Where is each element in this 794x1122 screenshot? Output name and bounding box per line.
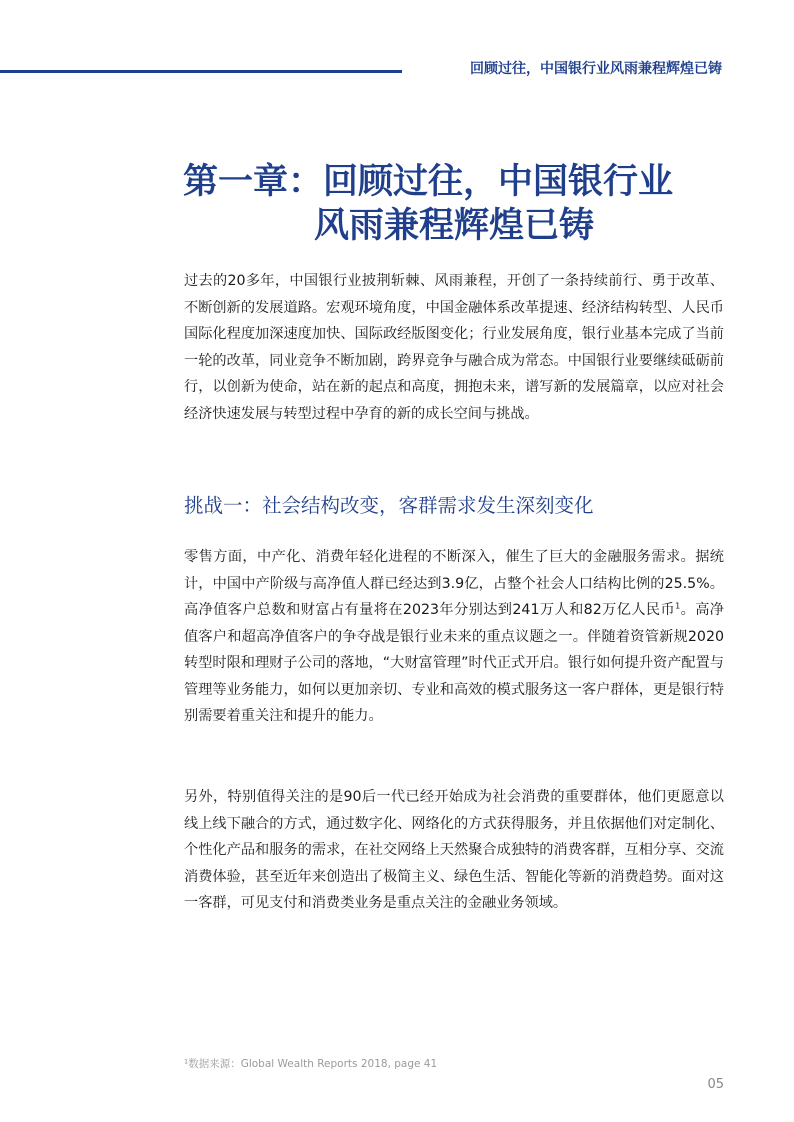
section-paragraph-1 [184, 544, 724, 730]
intro-paragraph: 过去的20多年，中国银行业披荆斩棘、风雨兼程，开创了一条持续前行、勇于改革、不断创新的发展道路。宏观环境角度，中国金融体系改革提速、经济结构转型、人民币国际化程度加深速度加快、国际政经版图变化；行业发展角度，银行业基本完成了当前一轮的改革，同业竞争不断加剧，跨界竞争与融合成为常态。中国银行业要继续砥砺前行，以创新为使命，站在新的起点和高度，拥抱未来，谱写新的发展篇章，以应对社会经济快速发展与转型过程中孕育的新的成长空间与挑战。 [184, 273, 724, 422]
chapter-title-line-2: 风雨兼程辉煌已铸 [314, 206, 595, 246]
header-rule [0, 70, 402, 73]
footnote: ¹数据来源：Global Wealth Reports 2018, page 41 [184, 1058, 438, 1070]
section-heading: 挑战一：社会结构改变，客群需求发生深刻变化 [184, 494, 594, 517]
page-number: 05 [707, 1077, 724, 1092]
running-header: 回顾过往，中国银行业风雨兼程辉煌已铸 [470, 61, 722, 77]
paragraph-1-text-before: 零售方面，中产化、消费年轻化进程的不断深入，催生了巨大的金融服务需求。据统计，中国中产阶级与高净值人群已经达到3.9亿，占整个社会人口结构比例的25.5%。高净值客户总数和财富占有量将在2023年分别达到241万人和82万亿人民币 [184, 549, 724, 618]
section-paragraph-2: 另外，特别值得关注的是90后一代已经开始成为社会消费的重要群体，他们更愿意以线上线下融合的方式，通过数字化、网络化的方式获得服务，并且依据他们对定制化、个性化产品和服务的需求，在社交网络上天然聚合成独特的消费客群，互相分享、交流消费体验，甚至近年来创造出了极简主义、绿色生活、智能化等新的消费趋势。面对这一客群，可见支付和消费类业务是重点关注的金融业务领域。 [184, 789, 724, 911]
chapter-title-line-1: 第一章：回顾过往，中国银行业 [183, 162, 674, 202]
paragraph-1-text-after: 。高净值客户和超高净值客户的争夺战是银行业未来的重点议题之一。伴随着资管新规2020转型时限和理财子公司的落地，“大财富管理”时代正式开启。银行如何提升资产配置与管理等业务能力，如何以更加亲切、专业和高效的模式服务这一客户群体，更是银行特别需要着重关注和提升的能力。 [184, 602, 724, 724]
footnote-reference: 1 [675, 601, 681, 611]
chapter-title [150, 160, 690, 248]
